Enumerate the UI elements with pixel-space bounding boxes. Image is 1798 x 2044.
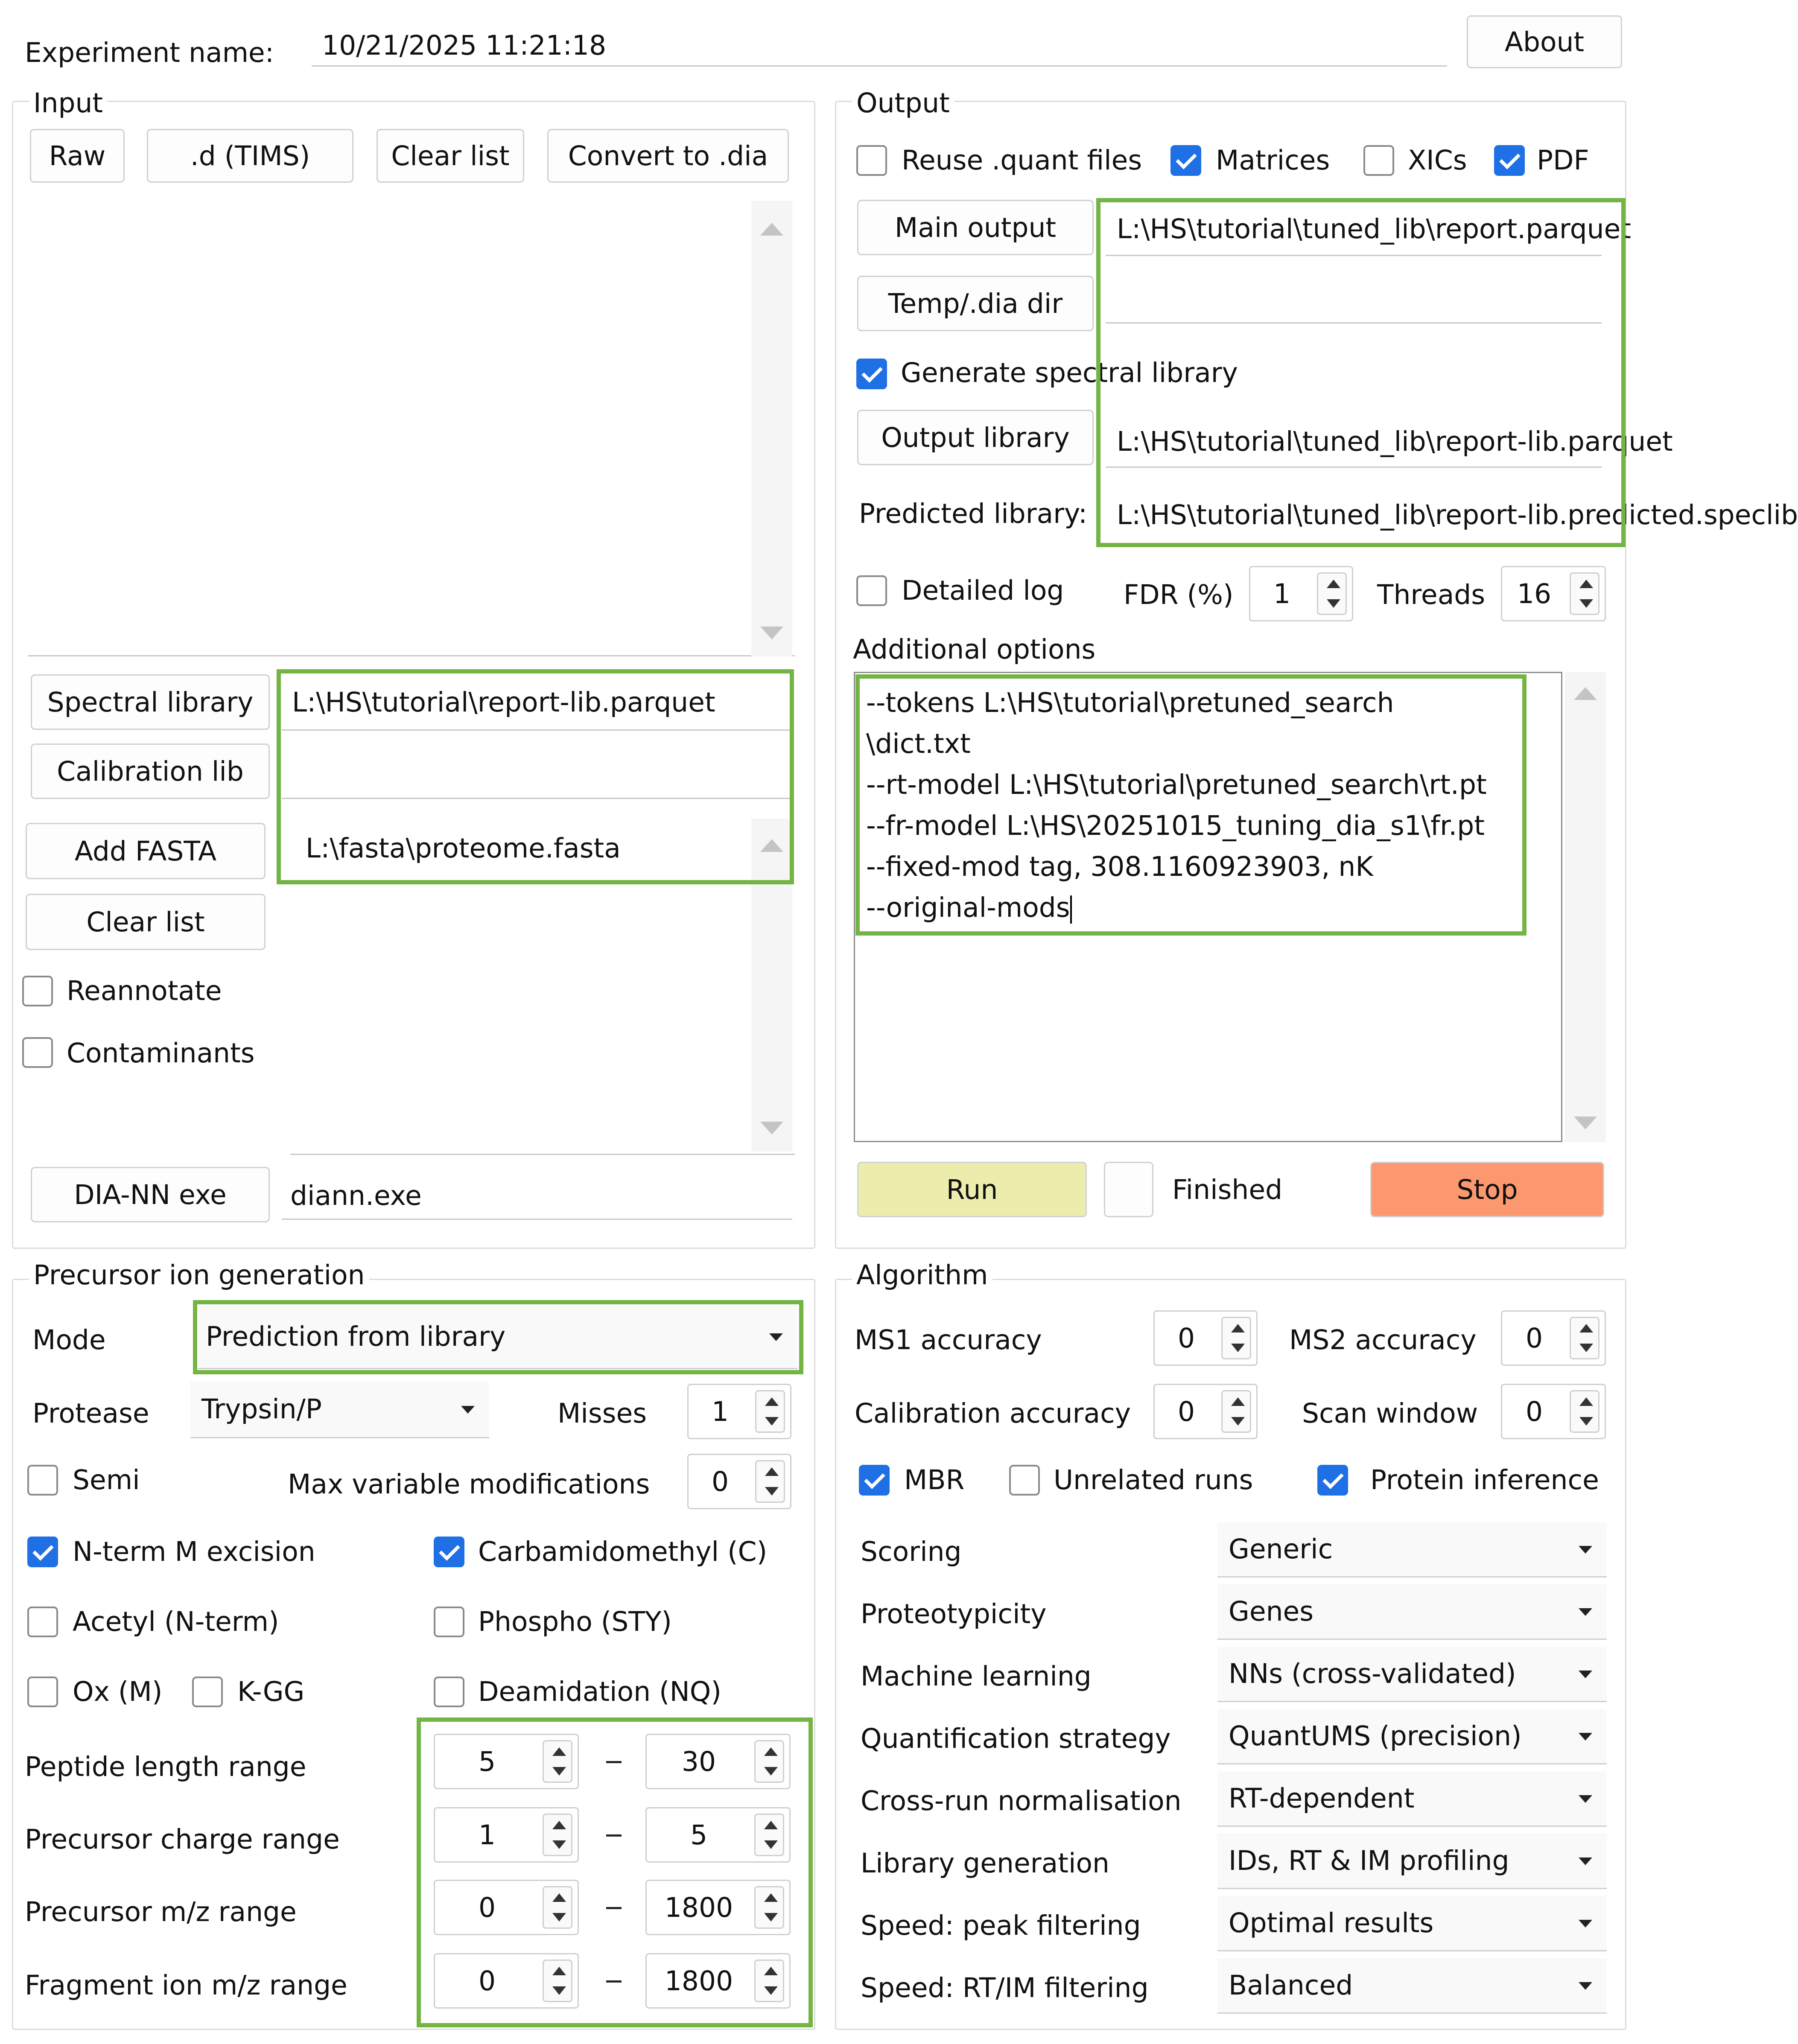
machine-learning-dropdown[interactable] — [1217, 1647, 1607, 1702]
reannotate-label: Reannotate — [67, 975, 222, 1006]
peptide-length-label: Peptide length range — [25, 1751, 306, 1782]
max-var-mods-spin-arrows-icon[interactable] — [755, 1460, 785, 1503]
speed-rt-im-filtering-value: Balanced — [1229, 1970, 1353, 2001]
nterm-m-excision-label: N-term M excision — [73, 1536, 315, 1567]
ms2-accuracy-spinbox[interactable] — [1501, 1310, 1606, 1366]
phospho-checkbox[interactable] — [434, 1607, 464, 1637]
kgg-checkbox[interactable] — [192, 1677, 223, 1707]
nterm-m-excision-checkbox[interactable] — [27, 1537, 58, 1567]
scoring-value: Generic — [1229, 1534, 1333, 1565]
protease-value: Trypsin/P — [201, 1394, 322, 1425]
generate-spectral-library-checkbox[interactable] — [856, 359, 887, 389]
calibration-accuracy-spinbox[interactable] — [1153, 1384, 1258, 1439]
threads-value: 16 — [1517, 578, 1552, 609]
cross-run-normalisation-label: Cross-run normalisation — [861, 1785, 1182, 1817]
acetyl-checkbox[interactable] — [27, 1607, 58, 1637]
ms1-accuracy-label: MS1 accuracy — [855, 1324, 1042, 1356]
temp-dir-button[interactable]: Temp/.dia dir — [857, 276, 1094, 331]
fasta-scroll-down-icon[interactable] — [760, 1122, 783, 1134]
output-legend: Output — [852, 90, 954, 117]
spectral-library-button[interactable]: Spectral library — [31, 674, 270, 730]
ms1-accuracy-value: 0 — [1177, 1322, 1195, 1354]
max-variable-modifications-label: Max variable modifications — [288, 1469, 650, 1500]
highlight-ranges — [417, 1717, 813, 2027]
protease-label: Protease — [32, 1398, 149, 1429]
chevron-down-icon — [1579, 1795, 1592, 1803]
scroll-up-arrow-icon[interactable] — [760, 223, 783, 236]
diann-exe-button[interactable]: DIA-NN exe — [31, 1167, 270, 1222]
precursor-mz-label: Precursor m/z range — [25, 1896, 297, 1927]
quantification-strategy-dropdown[interactable] — [1217, 1709, 1607, 1764]
cross-run-normalisation-dropdown[interactable] — [1217, 1771, 1607, 1827]
protease-dropdown[interactable] — [190, 1381, 489, 1438]
chevron-down-icon — [1579, 1982, 1592, 1990]
option-line: \dict.txt — [866, 728, 971, 759]
spin-arrows-icon[interactable] — [1221, 1317, 1251, 1359]
output-library-path: L:\HS\tutorial\tuned_lib\report-lib.parquet — [1117, 426, 1673, 457]
fragment-mz-label: Fragment ion m/z range — [25, 1970, 347, 2001]
fdr-spinbox[interactable] — [1249, 566, 1353, 621]
spectral-library-path: L:\HS\tutorial\report-lib.parquet — [292, 687, 715, 718]
experiment-name-label: Experiment name: — [25, 37, 274, 68]
quantification-strategy-label: Quantification strategy — [861, 1723, 1171, 1754]
matrices-label: Matrices — [1216, 145, 1330, 176]
input-legend: Input — [29, 90, 107, 117]
predicted-library-label: Predicted library: — [859, 498, 1088, 529]
options-scroll-down-icon[interactable] — [1574, 1117, 1597, 1129]
frag-mz-max: 1800 — [664, 1965, 733, 1997]
finished-indicator — [1104, 1162, 1153, 1217]
highlight-mode — [193, 1300, 803, 1374]
output-library-button[interactable]: Output library — [857, 410, 1094, 465]
chevron-down-icon — [1579, 1857, 1592, 1865]
machine-learning-label: Machine learning — [861, 1661, 1092, 1692]
ms2-accuracy-value: 0 — [1525, 1322, 1543, 1354]
mode-value: Prediction from library — [206, 1321, 506, 1352]
highlight-output-paths — [1096, 198, 1626, 547]
highlight-spectral-library — [277, 669, 794, 884]
phospho-label: Phospho (STY) — [478, 1606, 672, 1637]
finished-label: Finished — [1172, 1174, 1283, 1205]
library-generation-dropdown[interactable] — [1217, 1834, 1607, 1889]
run-button[interactable]: Run — [857, 1162, 1087, 1217]
detailed-log-label: Detailed log — [902, 575, 1064, 606]
speed-peak-filtering-value: Optimal results — [1229, 1907, 1434, 1939]
tims-button[interactable]: .d (TIMS) — [147, 129, 353, 183]
fdr-spin-arrows-icon[interactable] — [1317, 572, 1347, 615]
charge-min: 1 — [478, 1819, 496, 1851]
proteotypicity-dropdown[interactable] — [1217, 1584, 1607, 1640]
fdr-value: 1 — [1273, 578, 1291, 609]
calibration-accuracy-label: Calibration accuracy — [855, 1398, 1131, 1429]
option-line: --rt-model L:\HS\tutorial\pretuned_search\rt.pt — [866, 769, 1487, 800]
diann-exe-value: diann.exe — [290, 1180, 422, 1211]
raw-files-list[interactable] — [28, 201, 795, 656]
reuse-quant-checkbox[interactable] — [856, 145, 887, 176]
protein-inference-label: Protein inference — [1370, 1464, 1599, 1496]
chevron-down-icon — [1579, 1671, 1592, 1678]
experiment-name-field[interactable] — [312, 26, 1447, 67]
spin-arrows-icon[interactable] — [1570, 1317, 1600, 1359]
quantification-strategy-value: QuantUMS (precision) — [1229, 1720, 1522, 1752]
max-var-mods-spinbox[interactable] — [687, 1454, 791, 1509]
deamidation-checkbox[interactable] — [434, 1677, 464, 1707]
machine-learning-value: NNs (cross-validated) — [1229, 1658, 1516, 1689]
calibration-accuracy-value: 0 — [1177, 1396, 1195, 1427]
option-line: --fixed-mod tag, 308.1160923903, nK — [866, 851, 1373, 882]
option-line: --original-mods — [866, 887, 1487, 928]
raw-files-scrollbar[interactable] — [751, 201, 792, 656]
speed-rt-im-filtering-dropdown[interactable] — [1217, 1958, 1607, 2014]
semi-checkbox[interactable] — [27, 1465, 58, 1496]
misses-spin-arrows-icon[interactable] — [755, 1390, 785, 1433]
options-scroll-up-icon[interactable] — [1574, 687, 1597, 700]
precursor-charge-label: Precursor charge range — [25, 1824, 340, 1855]
diann-exe-field[interactable] — [282, 1173, 792, 1220]
deamidation-label: Deamidation (NQ) — [478, 1676, 721, 1707]
scan-window-spinbox[interactable] — [1501, 1384, 1606, 1439]
additional-options-scrollbar[interactable] — [1565, 672, 1606, 1142]
cross-run-normalisation-value: RT-dependent — [1229, 1783, 1415, 1814]
clear-fasta-list-button[interactable]: Clear list — [26, 894, 266, 950]
mbr-checkbox[interactable] — [859, 1465, 890, 1496]
peptide-length-max: 30 — [681, 1746, 716, 1777]
max-var-mods-value: 0 — [711, 1466, 729, 1497]
reannotate-checkbox[interactable] — [22, 976, 53, 1006]
about-button[interactable]: About — [1467, 15, 1622, 68]
unrelated-runs-label: Unrelated runs — [1054, 1464, 1253, 1496]
chevron-down-icon — [1579, 1920, 1592, 1927]
chevron-down-icon — [1579, 1733, 1592, 1741]
precursor-legend: Precursor ion generation — [29, 1262, 369, 1289]
fdr-label: FDR (%) — [1124, 579, 1234, 610]
semi-label: Semi — [73, 1464, 140, 1496]
algorithm-legend: Algorithm — [852, 1262, 992, 1289]
speed-peak-filtering-dropdown[interactable] — [1217, 1896, 1607, 1951]
speed-peak-filtering-label: Speed: peak filtering — [861, 1910, 1141, 1941]
convert-to-dia-button[interactable]: Convert to .dia — [547, 129, 789, 183]
main-output-button[interactable]: Main output — [857, 200, 1094, 255]
contaminants-checkbox[interactable] — [22, 1037, 53, 1068]
pdf-checkbox[interactable] — [1494, 145, 1525, 176]
misses-label: Misses — [557, 1398, 647, 1429]
protein-inference-checkbox[interactable] — [1317, 1465, 1348, 1496]
mode-label: Mode — [32, 1324, 106, 1356]
clear-list-button[interactable]: Clear list — [377, 129, 524, 183]
experiment-name-value: 10/21/2025 11:21:18 — [322, 30, 607, 61]
additional-options-label: Additional options — [853, 634, 1096, 665]
library-generation-value: IDs, RT & IM profiling — [1229, 1845, 1509, 1876]
kgg-label: K-GG — [237, 1676, 305, 1707]
ox-m-checkbox[interactable] — [27, 1677, 58, 1707]
carbamidomethyl-label: Carbamidomethyl (C) — [478, 1536, 768, 1567]
calibration-lib-button[interactable]: Calibration lib — [31, 744, 270, 799]
reuse-quant-label: Reuse .quant files — [902, 145, 1142, 176]
scan-window-value: 0 — [1525, 1396, 1543, 1427]
acetyl-label: Acetyl (N-term) — [73, 1606, 279, 1637]
raw-button[interactable]: Raw — [30, 129, 125, 183]
scan-window-label: Scan window — [1302, 1398, 1478, 1429]
charge-max: 5 — [690, 1819, 708, 1851]
predicted-library-path: L:\HS\tutorial\tuned_lib\report-lib.predicted.speclib — [1117, 499, 1798, 531]
scoring-label: Scoring — [861, 1536, 962, 1567]
main-output-path: L:\HS\tutorial\tuned_lib\report.parquet — [1117, 213, 1631, 245]
spin-arrows-icon[interactable] — [1570, 1390, 1600, 1433]
unrelated-runs-checkbox[interactable] — [1009, 1465, 1040, 1496]
proteotypicity-label: Proteotypicity — [861, 1598, 1047, 1630]
ms1-accuracy-spinbox[interactable] — [1153, 1310, 1258, 1366]
add-fasta-button[interactable]: Add FASTA — [26, 823, 266, 879]
ms2-accuracy-label: MS2 accuracy — [1289, 1324, 1477, 1356]
threads-spinbox[interactable] — [1501, 566, 1606, 621]
chevron-down-icon — [1579, 1546, 1592, 1554]
generate-spectral-library-label: Generate spectral library — [901, 357, 1238, 388]
detailed-log-checkbox[interactable] — [856, 575, 887, 606]
scroll-down-arrow-icon[interactable] — [760, 627, 783, 639]
ox-m-label: Ox (M) — [73, 1676, 163, 1707]
proteotypicity-value: Genes — [1229, 1596, 1314, 1627]
mz-min: 0 — [478, 1892, 496, 1923]
carbamidomethyl-checkbox[interactable] — [434, 1537, 464, 1567]
xics-label: XICs — [1408, 145, 1467, 176]
option-line: --tokens L:\HS\tutorial\pretuned_search — [866, 687, 1394, 718]
chevron-down-icon — [461, 1406, 475, 1414]
misses-value: 1 — [711, 1396, 729, 1427]
fasta-path: L:\fasta\proteome.fasta — [306, 833, 621, 864]
frag-mz-min: 0 — [478, 1965, 496, 1997]
threads-label: Threads — [1377, 579, 1486, 610]
spin-arrows-icon[interactable] — [1221, 1390, 1251, 1433]
matrices-checkbox[interactable] — [1170, 145, 1201, 176]
mz-max: 1800 — [664, 1892, 733, 1923]
pdf-label: PDF — [1537, 145, 1589, 176]
chevron-down-icon — [1579, 1608, 1592, 1616]
stop-button[interactable]: Stop — [1370, 1162, 1604, 1217]
threads-spin-arrows-icon[interactable] — [1570, 572, 1600, 615]
speed-rt-im-filtering-label: Speed: RT/IM filtering — [861, 1972, 1149, 2003]
xics-checkbox[interactable] — [1363, 145, 1394, 176]
mbr-label: MBR — [904, 1464, 965, 1496]
option-line: --fr-model L:\HS\20251015_tuning_dia_s1\fr.pt — [866, 810, 1485, 841]
scoring-dropdown[interactable] — [1217, 1522, 1607, 1577]
highlight-additional-options — [855, 674, 1527, 936]
peptide-length-min: 5 — [478, 1746, 496, 1777]
misses-spinbox[interactable] — [687, 1384, 791, 1439]
library-generation-label: Library generation — [861, 1848, 1109, 1879]
contaminants-label: Contaminants — [67, 1038, 255, 1069]
